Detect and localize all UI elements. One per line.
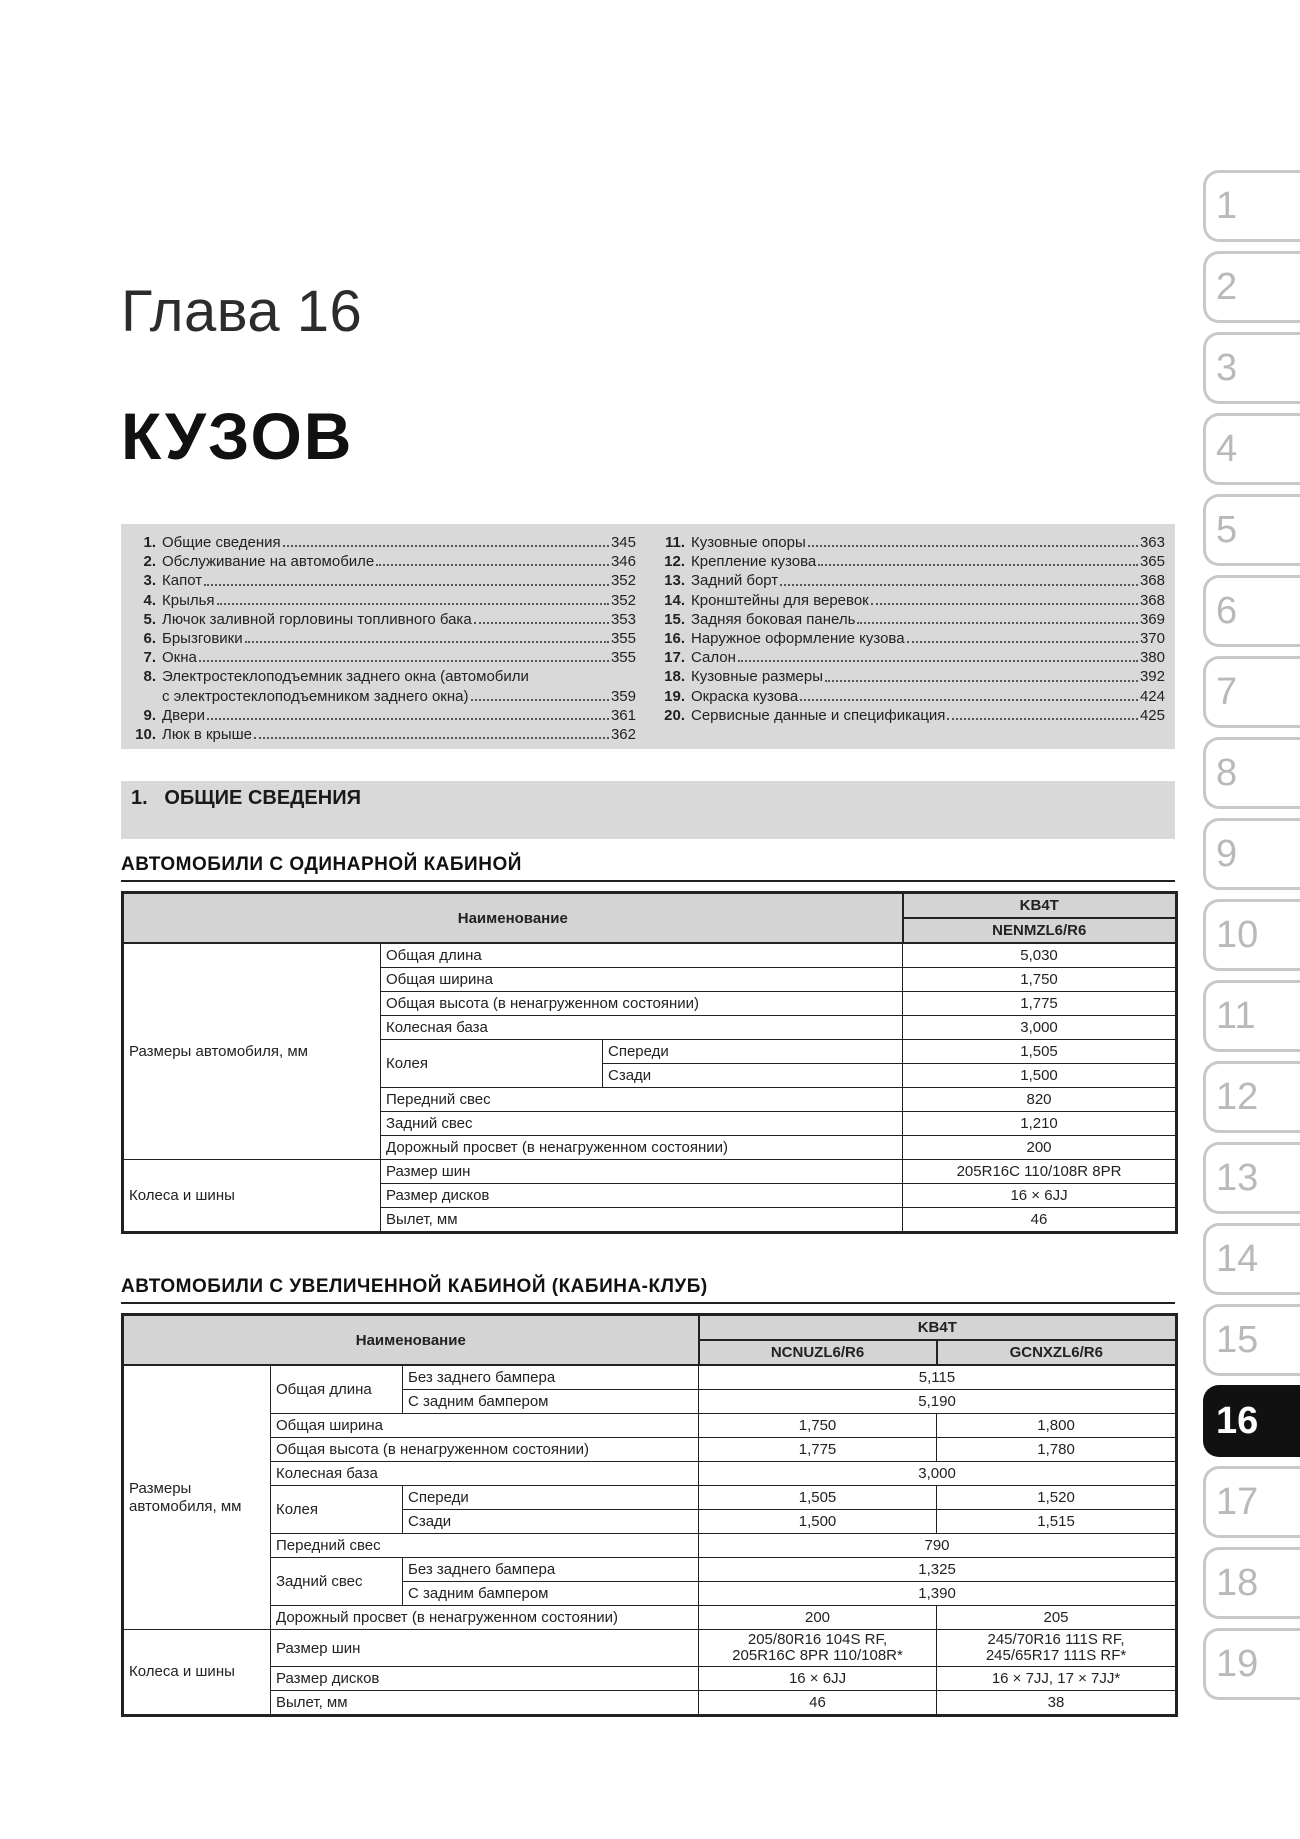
toc-item[interactable] — [660, 552, 1165, 571]
toc-item-title: Окна — [162, 649, 197, 667]
toc-item-title: Салон — [691, 649, 736, 667]
cell-label: Общая высота (в ненагруженном состоянии) — [271, 1438, 699, 1462]
toc-item-title: Кузовные размеры — [691, 668, 824, 686]
toc-item-number: 3. — [143, 572, 156, 590]
chapter-tab-13[interactable]: 13 — [1203, 1142, 1300, 1214]
toc-leader-dots — [808, 533, 1138, 547]
toc-item-number: 4. — [143, 591, 156, 609]
cell-label: Передний свес — [381, 1088, 903, 1112]
cell-value: 820 — [903, 1088, 1177, 1112]
toc-item-title: Задняя боковая панель — [691, 610, 856, 628]
toc-item-number: 15. — [664, 610, 685, 628]
cell-value: 1,800 — [937, 1414, 1177, 1438]
table-row — [123, 893, 1177, 919]
toc-item-text — [162, 533, 636, 552]
table-row — [123, 1691, 1177, 1716]
toc-item-page: 363 — [1139, 534, 1165, 551]
toc-item-number: 11. — [664, 534, 685, 551]
toc-leader-dots — [907, 629, 1138, 643]
toc-item-title: Лючок заливной горловины топливного бака — [162, 610, 472, 628]
cell-label: Передний свес — [271, 1534, 699, 1558]
toc-item-number: 8. — [143, 668, 156, 686]
toc-item-page: 352 — [610, 591, 636, 609]
toc-item-number: 17. — [664, 649, 685, 667]
toc-item-text — [691, 687, 1165, 706]
cell-value: 46 — [699, 1691, 937, 1716]
table-row — [123, 1365, 1177, 1390]
chapter-tab-7[interactable]: 7 — [1203, 656, 1300, 728]
cell-label: Дорожный просвет (в ненагруженном состоянии) — [381, 1136, 903, 1160]
table-row — [123, 1462, 1177, 1486]
column-header-model: KB4T — [903, 893, 1177, 919]
cell-value: 16 × 7JJ, 17 × 7JJ* — [937, 1667, 1177, 1691]
cell-value: 1,505 — [903, 1040, 1177, 1064]
toc-column-right — [660, 533, 1165, 749]
cell-label: Колея — [381, 1040, 603, 1088]
cell-value: 16 × 6JJ — [699, 1667, 937, 1691]
cell-sublabel: Сзади — [403, 1510, 699, 1534]
section-title: ОБЩИЕ СВЕДЕНИЯ — [164, 787, 361, 809]
cell-value: 3,000 — [903, 1016, 1177, 1040]
cell-label: Размер дисков — [381, 1184, 903, 1208]
toc-item-text — [691, 667, 1165, 686]
section-number: 1. — [131, 787, 148, 809]
table-row — [123, 1315, 1177, 1341]
cell-label: Общая ширина — [271, 1414, 699, 1438]
toc-item-number: 2. — [143, 553, 156, 571]
toc-item-page: 355 — [610, 649, 636, 667]
cell-value: 3,000 — [699, 1462, 1177, 1486]
cell-label: Колесная база — [381, 1016, 903, 1040]
toc-leader-dots — [254, 725, 609, 739]
toc-item-number: 5. — [143, 610, 156, 628]
toc-item[interactable] — [660, 591, 1165, 610]
cell-sublabel: С задним бампером — [403, 1582, 699, 1606]
chapter-tab-19[interactable]: 19 — [1203, 1628, 1300, 1700]
toc-leader-dots — [818, 552, 1138, 566]
cell-value: 1,210 — [903, 1112, 1177, 1136]
toc-item-page: 353 — [610, 610, 636, 628]
table-row — [123, 1630, 1177, 1667]
cell-sublabel: С задним бампером — [403, 1390, 699, 1414]
toc-leader-dots — [245, 629, 609, 643]
toc-leader-dots — [207, 706, 609, 720]
table2-heading: АВТОМОБИЛИ С УВЕЛИЧЕННОЙ КАБИНОЙ (КАБИНА-КЛУБ) — [121, 1276, 1175, 1304]
cell-value: 1,500 — [699, 1510, 937, 1534]
toc-item-page: 368 — [1139, 572, 1165, 590]
cell-value: 1,500 — [903, 1064, 1177, 1088]
cell-value: 1,390 — [699, 1582, 1177, 1606]
toc-leader-dots — [947, 706, 1138, 720]
toc-item-title: Брызговики — [162, 630, 243, 648]
toc-item-number: 20. — [664, 706, 685, 724]
cell-value: 790 — [699, 1534, 1177, 1558]
toc-item-page: 352 — [610, 572, 636, 590]
cell-label: Общая ширина — [381, 968, 903, 992]
toc-item[interactable] — [131, 610, 636, 629]
chapter-tab-1[interactable]: 1 — [1203, 170, 1300, 242]
toc-item-continuation[interactable] — [131, 687, 636, 706]
table-row — [123, 943, 1177, 968]
column-header-variant-1: NCNUZL6/R6 — [699, 1340, 937, 1365]
chapter-tab-5[interactable]: 5 — [1203, 494, 1300, 566]
toc-item-text — [691, 571, 1165, 590]
cell-value: 16 × 6JJ — [903, 1184, 1177, 1208]
chapter-tab-18[interactable]: 18 — [1203, 1547, 1300, 1619]
toc-item-text — [162, 610, 636, 629]
cell-value: 38 — [937, 1691, 1177, 1716]
cell-value: 1,325 — [699, 1558, 1177, 1582]
toc-item-number: 1. — [143, 534, 156, 551]
toc-item[interactable] — [660, 610, 1165, 629]
cell-value: 1,505 — [699, 1486, 937, 1510]
toc-column-left — [131, 533, 636, 749]
column-header-name: Наименование — [123, 893, 903, 944]
toc-item[interactable] — [131, 648, 636, 667]
cell-value: 200 — [699, 1606, 937, 1630]
cell-sublabel: Без заднего бампера — [403, 1558, 699, 1582]
cell-value: 46 — [903, 1208, 1177, 1233]
toc-item-number: 7. — [143, 649, 156, 667]
toc-item-number: 19. — [664, 687, 685, 705]
toc-item-text — [691, 591, 1165, 610]
cell-value: 5,115 — [699, 1365, 1177, 1390]
cell-label: Задний свес — [271, 1558, 403, 1606]
toc-item-number: 18. — [664, 668, 685, 686]
chapter-tab-10[interactable]: 10 — [1203, 899, 1300, 971]
cell-value: 1,750 — [903, 968, 1177, 992]
toc-leader-dots — [825, 667, 1138, 681]
chapter-tab-3[interactable]: 3 — [1203, 332, 1300, 404]
toc-item-text — [691, 648, 1165, 667]
table1-heading: АВТОМОБИЛИ С ОДИНАРНОЙ КАБИНОЙ — [121, 854, 1175, 882]
toc-item-page: 380 — [1139, 649, 1165, 667]
toc-item-number: 12. — [664, 553, 685, 571]
cell-value: 5,030 — [903, 943, 1177, 968]
group-label-wheels: Колеса и шины — [123, 1160, 381, 1233]
toc-item-page: 370 — [1139, 630, 1165, 648]
toc-item-number: 14. — [664, 591, 685, 609]
toc-item-page: 355 — [610, 630, 636, 648]
cell-value: 1,775 — [903, 992, 1177, 1016]
chapter-tab-14[interactable]: 14 — [1203, 1223, 1300, 1295]
toc-item-text — [162, 725, 636, 744]
toc-item-title: Крылья — [162, 591, 215, 609]
toc-item[interactable] — [131, 591, 636, 610]
chapter-tab-17[interactable]: 17 — [1203, 1466, 1300, 1538]
toc-item-text — [691, 533, 1165, 552]
table-row — [123, 1414, 1177, 1438]
chapter-tab-16[interactable]: 16 — [1203, 1385, 1300, 1457]
chapter-tab-12[interactable]: 12 — [1203, 1061, 1300, 1133]
chapter-tab-6[interactable]: 6 — [1203, 575, 1300, 647]
toc-item-title: Крепление кузова — [691, 553, 817, 571]
cell-label: Размер шин — [271, 1630, 699, 1667]
table-row — [123, 1160, 1177, 1184]
toc-item[interactable] — [660, 648, 1165, 667]
cell-value: 1,775 — [699, 1438, 937, 1462]
spec-table-club-cab — [121, 1313, 1178, 1717]
spec-table-single-cab — [121, 891, 1178, 1234]
table-row — [123, 1667, 1177, 1691]
toc-leader-dots — [474, 610, 609, 624]
toc-item-page: 368 — [1139, 591, 1165, 609]
toc-item[interactable] — [131, 667, 636, 686]
cell-sublabel: Спереди — [403, 1486, 699, 1510]
table-of-contents — [121, 524, 1175, 749]
toc-item[interactable] — [660, 533, 1165, 552]
tire-size-line: 205R16C 8PR 110/108R* — [732, 1647, 903, 1664]
toc-leader-dots — [800, 687, 1138, 701]
toc-item-title: Капот — [162, 572, 203, 590]
cell-label: Вылет, мм — [381, 1208, 903, 1233]
table-row — [123, 1438, 1177, 1462]
chapter-tabs — [1203, 170, 1300, 1709]
toc-item-page: 425 — [1139, 706, 1165, 724]
toc-item-text — [691, 552, 1165, 571]
cell-value: 1,750 — [699, 1414, 937, 1438]
toc-item[interactable] — [131, 552, 636, 571]
table-row — [123, 1558, 1177, 1582]
toc-leader-dots — [871, 591, 1138, 605]
column-header-variant-2: GCNXZL6/R6 — [937, 1340, 1177, 1365]
toc-item-page: 392 — [1139, 668, 1165, 686]
toc-item-text — [691, 610, 1165, 629]
cell-label: Дорожный просвет (в ненагруженном состоянии) — [271, 1606, 699, 1630]
cell-value: 205R16C 110/108R 8PR — [903, 1160, 1177, 1184]
toc-item-title: Люк в крыше — [162, 726, 253, 744]
column-header-name: Наименование — [123, 1315, 699, 1366]
toc-leader-dots — [199, 648, 609, 662]
tire-size-line: 245/65R17 111S RF* — [985, 1647, 1127, 1664]
tire-size-line: 205/80R16 104S RF, — [747, 1631, 888, 1648]
cell-label: Задний свес — [381, 1112, 903, 1136]
chapter-title: КУЗОВ — [121, 399, 354, 473]
toc-item-text — [691, 706, 1165, 725]
toc-item-number: 9. — [143, 706, 156, 724]
cell-value — [937, 1630, 1177, 1667]
toc-item-title: Задний борт — [691, 572, 779, 590]
toc-item-text — [162, 648, 636, 667]
toc-item[interactable] — [660, 667, 1165, 686]
toc-item-page: 369 — [1139, 610, 1165, 628]
group-label-dimensions: Размеры автомобиля, мм — [123, 1365, 271, 1630]
toc-item[interactable] — [131, 533, 636, 552]
toc-item-number: 13. — [664, 572, 685, 590]
toc-item[interactable] — [660, 629, 1165, 648]
chapter-tab-4[interactable]: 4 — [1203, 413, 1300, 485]
toc-item[interactable] — [660, 571, 1165, 590]
cell-label: Общая высота (в ненагруженном состоянии) — [381, 992, 903, 1016]
toc-item-text — [162, 667, 636, 686]
table-row — [123, 1606, 1177, 1630]
toc-item-page: 362 — [610, 726, 636, 744]
cell-label: Общая длина — [381, 943, 903, 968]
section-banner — [121, 781, 1175, 839]
toc-item-text — [162, 687, 636, 706]
cell-value: 1,520 — [937, 1486, 1177, 1510]
toc-leader-dots — [471, 687, 609, 701]
column-header-variant: NENMZL6/R6 — [903, 918, 1177, 943]
toc-item-title: Электростеклоподъемник заднего окна (автомобили — [162, 668, 529, 686]
toc-item-number: 16. — [664, 630, 685, 648]
toc-item[interactable] — [660, 706, 1165, 725]
toc-item-title: Наружное оформление кузова — [691, 630, 905, 648]
toc-leader-dots — [217, 591, 609, 605]
toc-item[interactable] — [131, 629, 636, 648]
toc-item-title: Сервисные данные и спецификация — [691, 706, 946, 724]
cell-sublabel: Спереди — [603, 1040, 903, 1064]
toc-item-page: 424 — [1139, 687, 1165, 705]
chapter-tab-9[interactable]: 9 — [1203, 818, 1300, 890]
chapter-tab-11[interactable]: 11 — [1203, 980, 1300, 1052]
group-label-dimensions: Размеры автомобиля, мм — [123, 943, 381, 1160]
toc-item-page: 365 — [1139, 553, 1165, 571]
table-row — [123, 1534, 1177, 1558]
chapter-tab-8[interactable]: 8 — [1203, 737, 1300, 809]
cell-sublabel: Сзади — [603, 1064, 903, 1088]
cell-label: Размер шин — [381, 1160, 903, 1184]
toc-item-text — [691, 629, 1165, 648]
cell-value: 205 — [937, 1606, 1177, 1630]
cell-label: Колесная база — [271, 1462, 699, 1486]
toc-item-page: 359 — [610, 687, 636, 705]
toc-item-text — [162, 552, 636, 571]
toc-item-title: Кронштейны для веревок — [691, 591, 869, 609]
toc-item[interactable] — [131, 725, 636, 744]
toc-item-number: 10. — [135, 726, 156, 744]
toc-item-text — [162, 629, 636, 648]
toc-item[interactable] — [131, 706, 636, 725]
cell-label: Колея — [271, 1486, 403, 1534]
cell-value: 200 — [903, 1136, 1177, 1160]
toc-item-title: Двери — [162, 706, 206, 724]
tire-size-line: 245/70R16 111S RF, — [987, 1631, 1125, 1648]
toc-item-text — [162, 706, 636, 725]
chapter-tab-2[interactable]: 2 — [1203, 251, 1300, 323]
toc-item-number-spacer — [131, 687, 162, 706]
cell-label: Вылет, мм — [271, 1691, 699, 1716]
toc-item-page: 361 — [610, 706, 636, 724]
toc-item-text — [162, 571, 636, 590]
cell-label: Размер дисков — [271, 1667, 699, 1691]
toc-item[interactable] — [131, 571, 636, 590]
group-label-wheels: Колеса и шины — [123, 1630, 271, 1716]
column-header-model: KB4T — [699, 1315, 1177, 1341]
cell-sublabel: Без заднего бампера — [403, 1365, 699, 1390]
toc-leader-dots — [738, 648, 1138, 662]
table-row — [123, 1486, 1177, 1510]
toc-item-page: 346 — [610, 553, 636, 571]
cell-value: 5,190 — [699, 1390, 1177, 1414]
toc-leader-dots — [204, 571, 609, 585]
toc-item-title: с электростеклоподъемником заднего окна) — [162, 687, 469, 705]
toc-item[interactable] — [660, 687, 1165, 706]
toc-leader-dots — [376, 552, 609, 566]
cell-value: 1,515 — [937, 1510, 1177, 1534]
toc-leader-dots — [780, 571, 1138, 585]
cell-label: Общая длина — [271, 1365, 403, 1414]
toc-item-text — [162, 591, 636, 610]
chapter-label: Глава 16 — [121, 279, 363, 344]
toc-item-title: Обслуживание на автомобиле — [162, 553, 375, 571]
toc-item-title: Окраска кузова — [691, 687, 799, 705]
toc-item-title: Общие сведения — [162, 534, 281, 551]
toc-item-page: 345 — [610, 534, 636, 551]
cell-value — [699, 1630, 937, 1667]
toc-leader-dots — [857, 610, 1138, 624]
toc-item-title: Кузовные опоры — [691, 534, 806, 551]
chapter-tab-15[interactable]: 15 — [1203, 1304, 1300, 1376]
toc-leader-dots — [283, 533, 609, 547]
cell-value: 1,780 — [937, 1438, 1177, 1462]
toc-item-number: 6. — [143, 630, 156, 648]
